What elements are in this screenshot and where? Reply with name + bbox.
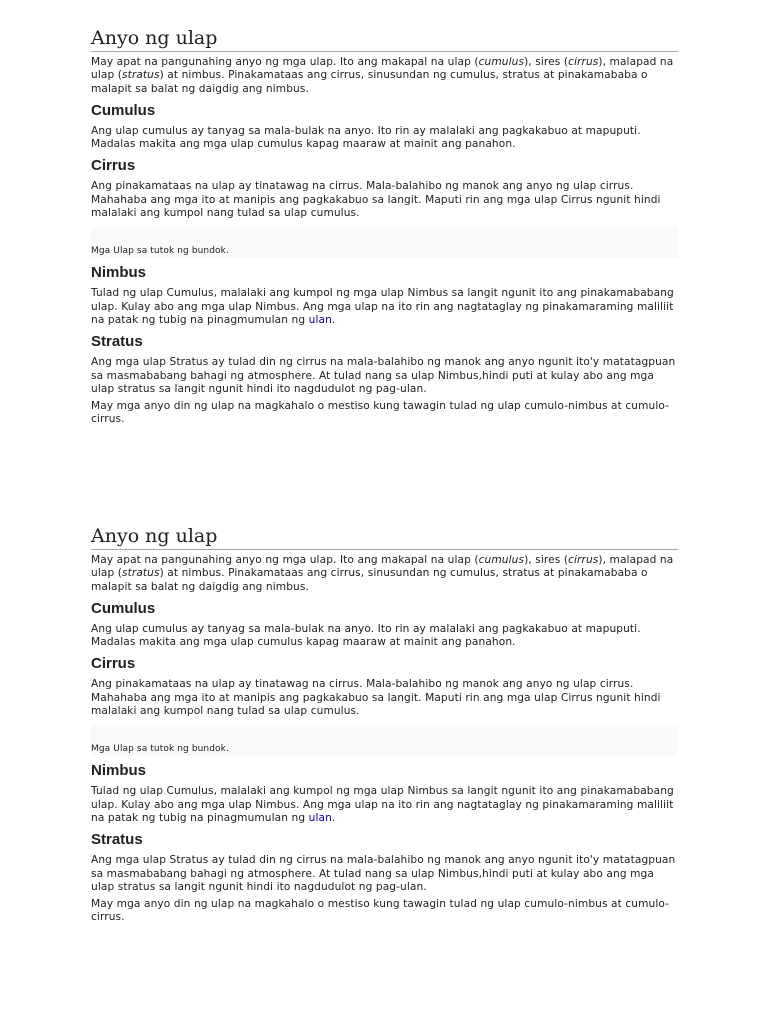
ulan-link[interactable]: ulan: [308, 811, 332, 824]
cumulus-paragraph: Ang ulap cumulus ay tanyag sa mala-bulak na anyo. Ito rin ay malalaki ang pagkakabuo at mapuputi. Madalas makita ang mga ulap cumulus kapag maaraw at mainit ang panahon.: [91, 124, 641, 151]
nimbus-paragraph: [91, 287, 678, 327]
mixed-clouds-paragraph: May mga anyo din ng ulap na magkahalo o mestiso kung tawagin tulad ng ulap cumulo-nimbus at cumulo-cirrus.: [91, 400, 670, 426]
nimbus-text: Tulad ng ulap Cumulus, malalaki ang kumpol ng mga ulap Nimbus sa langit ngunit ito ang pinakamababang ulap. Kulay abo ang mga ulap Nimbus. Ang mga ulap na ito rin ang nagtataglay ng pinakamaraming maliliit na patak ng tubig na pinagmumulan ng: [91, 785, 674, 824]
heading-nimbus: Nimbus: [91, 264, 147, 282]
intro-text: May apat na pangunahing anyo ng mga ulap. Ito ang makapal na ulap (: [91, 56, 479, 68]
heading-cirrus: Cirrus: [91, 655, 136, 673]
stratus-paragraph: Ang mga ulap Stratus ay tulad din ng cirrus na mala-balahibo ng manok ang anyo ngunit ito'y matatagpuan sa masmababang bahagi ng atmosphere. At tulad nang sa ulap Nimbus,hindi puti at kulay abo ang mga ulap stratus sa langit ngunit hindi ito nagdudulot ng pag-ulan.: [91, 854, 676, 893]
intro-text: May apat na pangunahing anyo ng mga ulap. Ito ang makapal na ulap (: [91, 554, 479, 566]
cirrus-paragraph: Ang pinakamataas na ulap ay tinatawag na cirrus. Mala-balahibo ng manok ang anyo ng ulap cirrus. Mahahaba ang mga ito at manipis ang pagkakabuo sa langit. Maputi rin ang mga ulap Cirrus ngunit hindi malalaki ang kumpol nang tulad sa ulap cumulus.: [91, 678, 661, 718]
intro-paragraph: [91, 56, 678, 96]
intro-text: ), malapad na ulap (: [91, 554, 674, 580]
ulan-link[interactable]: ulan: [308, 313, 332, 326]
cumulus-paragraph: Ang ulap cumulus ay tanyag sa mala-bulak na anyo. Ito rin ay malalaki ang pagkakabuo at mapuputi. Madalas makita ang mga ulap cumulus kapag maaraw at mainit ang panahon.: [91, 622, 641, 649]
intro-text: ), sires (: [524, 554, 569, 566]
stratus-paragraph: Ang mga ulap Stratus ay tulad din ng cirrus na mala-balahibo ng manok ang anyo ngunit ito'y matatagpuan sa masmababang bahagi ng atmosphere. At tulad nang sa ulap Nimbus,hindi puti at kulay abo ang mga ulap stratus sa langit ngunit hindi ito nagdudulot ng pag-ulan.: [91, 356, 676, 395]
nimbus-end: .: [331, 811, 336, 824]
intro-text: ) at nimbus. Pinakamataas ang cirrus, sinusundan ng cumulus, stratus at pinakamababa o malapit sa balat ng daigdig ang nimbus.: [91, 69, 648, 95]
intro-paragraph: [91, 554, 678, 594]
term-stratus: stratus: [121, 567, 160, 580]
heading-nimbus: Nimbus: [91, 762, 147, 780]
nimbus-text: Tulad ng ulap Cumulus, malalaki ang kumpol ng mga ulap Nimbus sa langit ngunit ito ang pinakamababang ulap. Kulay abo ang mga ulap Nimbus. Ang mga ulap na ito rin ang nagtataglay ng pinakamaraming maliliit na patak ng tubig na pinagmumulan ng: [91, 287, 674, 326]
mixed-clouds-paragraph: May mga anyo din ng ulap na magkahalo o mestiso kung tawagin tulad ng ulap cumulo-nimbus at cumulo-cirrus.: [91, 898, 670, 924]
article-section: [91, 27, 678, 427]
intro-text: ), sires (: [524, 56, 569, 68]
intro-text: ) at nimbus. Pinakamataas ang cirrus, sinusundan ng cumulus, stratus at pinakamababa o malapit sa balat ng daigdig ang nimbus.: [91, 567, 648, 593]
term-cirrus: cirrus: [568, 554, 599, 566]
page-title: Anyo ng ulap: [91, 27, 678, 52]
term-cumulus: cumulus: [478, 554, 525, 566]
intro-text: ), malapad na ulap (: [91, 56, 674, 82]
cirrus-paragraph: Ang pinakamataas na ulap ay tinatawag na cirrus. Mala-balahibo ng manok ang anyo ng ulap cirrus. Mahahaba ang mga ito at manipis ang pagkakabuo sa langit. Maputi rin ang mga ulap Cirrus ngunit hindi malalaki ang kumpol nang tulad sa ulap cumulus.: [91, 180, 661, 220]
heading-stratus: Stratus: [91, 831, 143, 849]
heading-stratus: Stratus: [91, 333, 143, 351]
heading-cumulus: Cumulus: [91, 599, 156, 617]
term-cumulus: cumulus: [478, 56, 525, 68]
image-caption: Mga Ulap sa tutok ng bundok.: [91, 744, 229, 755]
nimbus-end: .: [331, 313, 336, 326]
image-caption-box: [91, 725, 678, 756]
heading-cumulus: Cumulus: [91, 101, 156, 119]
term-cirrus: cirrus: [568, 56, 599, 68]
heading-cirrus: Cirrus: [91, 157, 136, 175]
article-section: [91, 525, 678, 925]
term-stratus: stratus: [121, 69, 160, 82]
nimbus-paragraph: [91, 785, 678, 825]
image-caption: Mga Ulap sa tutok ng bundok.: [91, 246, 229, 257]
page-title: Anyo ng ulap: [91, 525, 678, 550]
image-caption-box: [91, 227, 678, 258]
